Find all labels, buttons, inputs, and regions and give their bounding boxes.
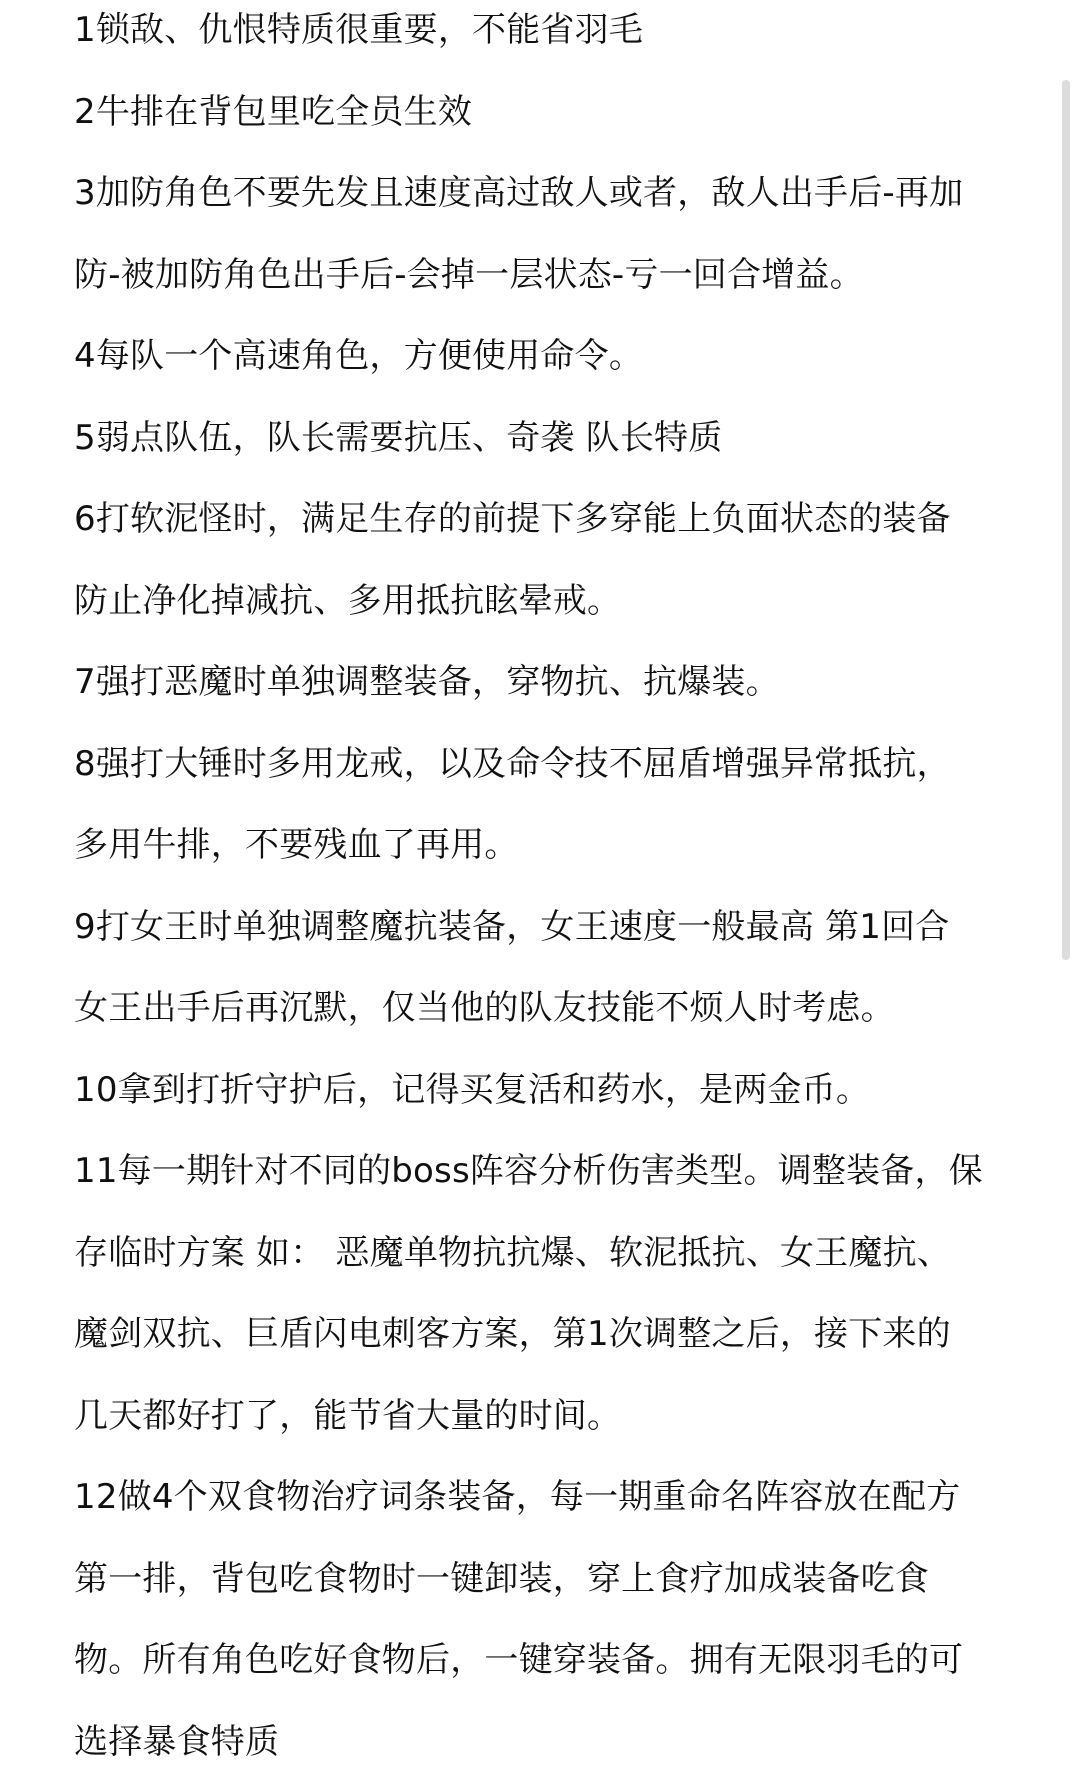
- text-line: 第一排，背包吃食物时一键卸装，穿上食疗加成装备吃食: [74, 1539, 1020, 1621]
- text-line: 防止净化掉减抗、多用抵抗眩晕戒。: [74, 561, 1020, 643]
- text-line: 9打女王时单独调整魔抗装备，女王速度一般最高 第1回合: [74, 887, 1020, 969]
- text-line: 6打软泥怪时，满足生存的前提下多穿能上负面状态的装备: [74, 479, 1020, 561]
- text-line: 10拿到打折守护后，记得买复活和药水，是两金币。: [74, 1050, 1020, 1132]
- text-line: 物。所有角色吃好食物后，一键穿装备。拥有无限羽毛的可: [74, 1620, 1020, 1702]
- text-line: 存临时方案 如： 恶魔单物抗抗爆、软泥抵抗、女王魔抗、: [74, 1213, 1020, 1295]
- text-line: 7强打恶魔时单独调整装备，穿物抗、抗爆装。: [74, 642, 1020, 724]
- text-line: 4每队一个高速角色，方便使用命令。: [74, 316, 1020, 398]
- text-line: 5弱点队伍，队长需要抗压、奇袭 队长特质: [74, 398, 1020, 480]
- text-line: 2牛排在背包里吃全员生效: [74, 72, 1020, 154]
- text-line: 1锁敌、仇恨特质很重要，不能省羽毛: [74, 0, 1020, 72]
- text-line: 11每一期针对不同的boss阵容分析伤害类型。调整装备，保: [74, 1131, 1020, 1213]
- notes-text: [74, 0, 1020, 1783]
- text-line: 几天都好打了，能节省大量的时间。: [74, 1376, 1020, 1458]
- text-line: 选择暴食特质: [74, 1702, 1020, 1783]
- text-line: 多用牛排，不要残血了再用。: [74, 805, 1020, 887]
- text-line: 魔剑双抗、巨盾闪电刺客方案，第1次调整之后，接下来的: [74, 1294, 1020, 1376]
- text-line: 8强打大锤时多用龙戒，以及命令技不屈盾增强异常抵抗，: [74, 724, 1020, 806]
- text-line: 女王出手后再沉默，仅当他的队友技能不烦人时考虑。: [74, 968, 1020, 1050]
- text-line: 12做4个双食物治疗词条装备，每一期重命名阵容放在配方: [74, 1457, 1020, 1539]
- scrollbar[interactable]: [1062, 80, 1070, 960]
- text-line: 防-被加防角色出手后-会掉一层状态-亏一回合增益。: [74, 235, 1020, 317]
- text-line: 3加防角色不要先发且速度高过敌人或者，敌人出手后-再加: [74, 153, 1020, 235]
